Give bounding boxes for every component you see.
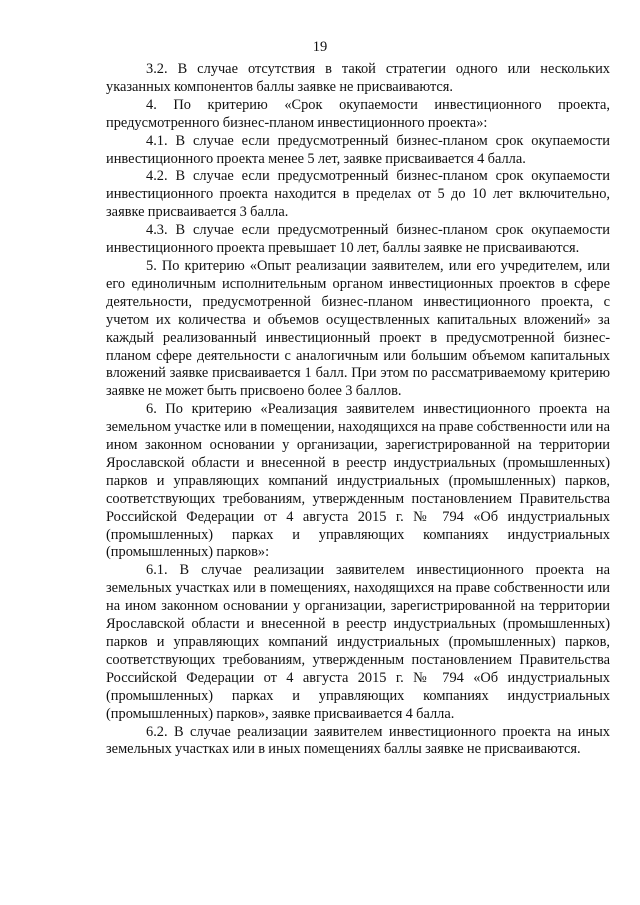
paragraph-5: 5. По критерию «Опыт реализации заявителем, или его учредителем, или его единоличным исполнительным органом инвестиционных проектов в сфере деятельности, предусмотренной бизнес-планом инвестиционного проекта, с учетом их количества и объемов осуществленных капитальных вложений» за каждый реализованный инвестиционный проект в предусмотренной бизнес-планом сфере деятельности с аналогичным или большим объемом капитальных вложений заявке присваивается 1 балл. При этом по рассматриваемому критерию заявке не может быть присвоено более 3 баллов. [106, 257, 610, 400]
paragraph-4-2: 4.2. В случае если предусмотренный бизнес-планом срок окупаемости инвестиционного проекта находится в пределах от 5 до 10 лет включительно, заявке присваивается 3 балла. [106, 168, 610, 221]
document-body [106, 61, 610, 759]
paragraph-4-1: 4.1. В случае если предусмотренный бизнес-планом срок окупаемости инвестиционного проекта менее 5 лет, заявке присваивается 4 балла. [106, 132, 610, 167]
paragraph-4-3: 4.3. В случае если предусмотренный бизнес-планом срок окупаемости инвестиционного проекта превышает 10 лет, баллы заявке не присваиваются. [106, 222, 610, 257]
paragraph-4: 4. По критерию «Срок окупаемости инвестиционного проекта, предусмотренного бизнес-планом инвестиционного проекта»: [106, 96, 610, 131]
paragraph-6-1: 6.1. В случае реализации заявителем инвестиционного проекта на земельных участках или в помещениях, находящихся на праве собственности или на ином законном основании у организации, зарегистрированной на территории Ярославской области и внесенной в реестр индустриальных (промышленных) парков и управляющих компаний индустриальных (промышленных) парков, соответствующих требованиям, утвержденным постановлением Правительства Российской Федерации от 4 августа 2015 г. № 794 «Об индустриальных (промышленных) парках и управляющих компаниях индустриальных (промышленных) парков», заявке присваивается 4 балла. [106, 562, 610, 722]
paragraph-3-2: 3.2. В случае отсутствия в такой стратегии одного или нескольких указанных компонентов баллы заявке не присваиваются. [106, 61, 610, 95]
paragraph-6: 6. По критерию «Реализация заявителем инвестиционного проекта на земельном участке или в помещении, находящихся на праве собственности или на ином законном основании у организации, зарегистрированной на территории Ярославской области и внесенной в реестр индустриальных (промышленных) парков и управляющих компаний индустриальных (промышленных) парков, соответствующих требованиям, утвержденным постановлением Правительства Российской Федерации от 4 августа 2015 г. № 794 «Об индустриальных (промышленных) парках и управляющих компаниях индустриальных (промышленных) парков»: [106, 401, 610, 561]
page-number: 19 [312, 39, 328, 55]
paragraph-6-2: 6.2. В случае реализации заявителем инвестиционного проекта на иных земельных участках или в иных помещениях баллы заявке не присваиваются. [106, 723, 610, 758]
